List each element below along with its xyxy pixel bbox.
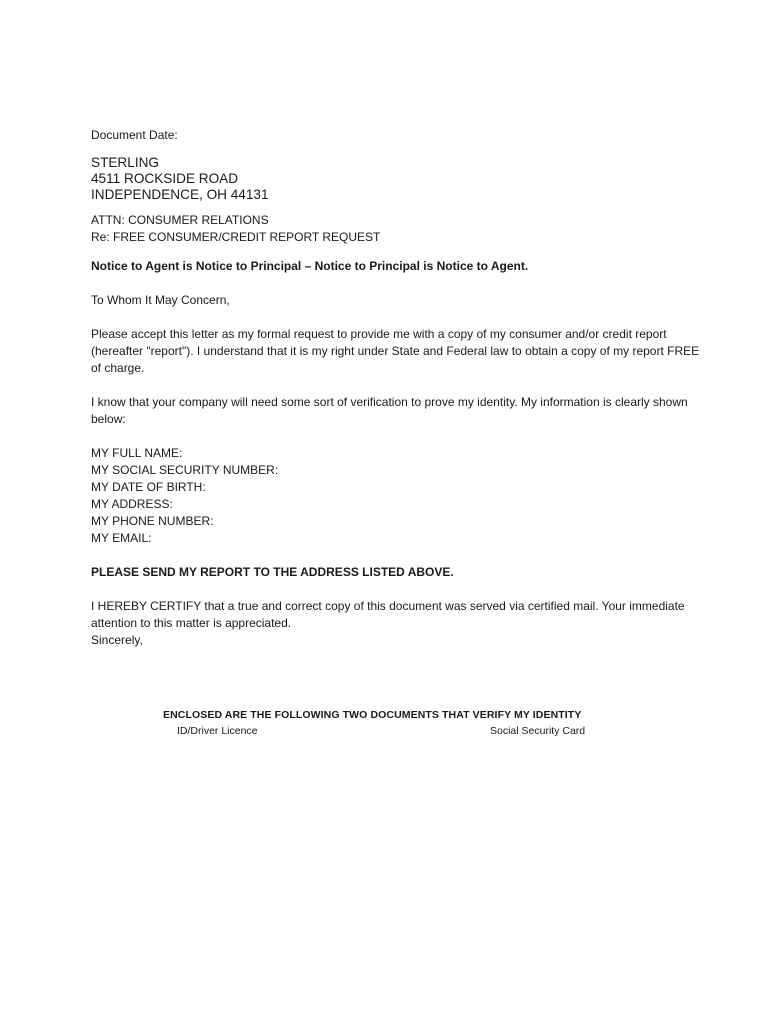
salutation: To Whom It May Concern, (91, 293, 230, 307)
info-field-dob: MY DATE OF BIRTH: (91, 480, 206, 494)
agent-principal-notice: Notice to Agent is Notice to Principal – Notice to Principal is Notice to Agent. (91, 259, 529, 273)
info-field-phone: MY PHONE NUMBER: (91, 514, 214, 528)
info-field-ssn: MY SOCIAL SECURITY NUMBER: (91, 463, 279, 477)
enclosed-title: ENCLOSED ARE THE FOLLOWING TWO DOCUMENTS THAT VERIFY MY IDENTITY (163, 709, 582, 721)
document-date-label: Document Date: (91, 128, 178, 142)
recipient-city-state-zip: INDEPENDENCE, OH 44131 (91, 187, 269, 202)
enclosed-doc-ssn-card: Social Security Card (490, 725, 586, 737)
enclosed-document-list (163, 724, 623, 739)
verification-paragraph: I know that your company will need some sort of verification to prove my identity. My information is clearly shown below: (91, 395, 688, 426)
info-field-email: MY EMAIL: (91, 531, 152, 545)
enclosed-documents (163, 708, 623, 739)
recipient-name: STERLING (91, 155, 159, 170)
info-field-address: MY ADDRESS: (91, 497, 173, 511)
certification-paragraph: I HEREBY CERTIFY that a true and correct copy of this document was served via certified mail. Your immediate attention to this matter is appreciated. (91, 599, 685, 630)
recipient-street: 4511 ROCKSIDE ROAD (91, 171, 239, 186)
info-field-full-name: MY FULL NAME: (91, 446, 183, 460)
identity-info-list (91, 445, 701, 547)
attention-block (91, 212, 701, 246)
attn-line: ATTN: CONSUMER RELATIONS (91, 213, 269, 227)
letter-body (91, 127, 701, 649)
enclosed-doc-id: ID/Driver Licence (177, 725, 258, 737)
subject-line: Re: FREE CONSUMER/CREDIT REPORT REQUEST (91, 230, 381, 244)
closing: Sincerely, (91, 633, 143, 647)
send-instruction: PLEASE SEND MY REPORT TO THE ADDRESS LISTED ABOVE. (91, 565, 454, 579)
recipient-address (91, 155, 701, 203)
request-paragraph: Please accept this letter as my formal request to provide me with a copy of my consumer and/or credit report (hereafter "report"). I understand that it is my right under State and Federal law to obtain a copy of my report FREE of charge. (91, 327, 700, 375)
